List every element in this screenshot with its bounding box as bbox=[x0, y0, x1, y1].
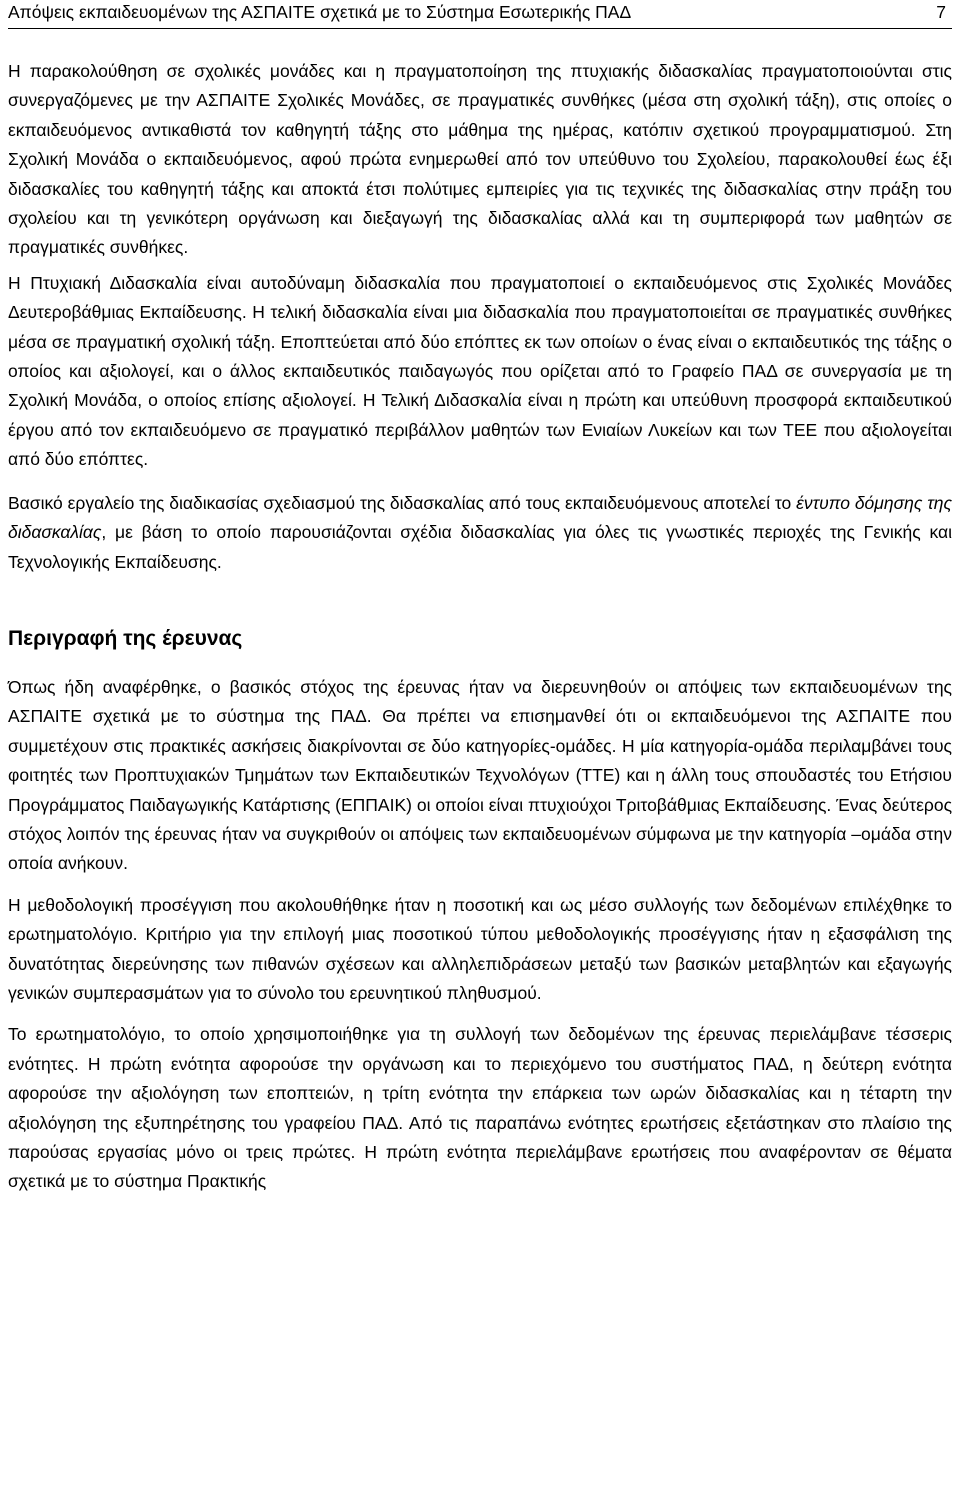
paragraph-lesson-plan-text-2: , με βάση το οποίο παρουσιάζονται σχέδια διδασκαλίας για όλες τις γνωστικές περιοχές της Γενικής και Τεχνολογικής Εκπαίδευσης. bbox=[8, 522, 952, 572]
lesson-plan-form-term: έντυπο δόμησης της διδασκαλίας bbox=[8, 492, 953, 543]
paragraph-observation: Η παρακολούθηση σε σχολικές μονάδες και η πραγματοποίηση της πτυχιακής διδασκαλίας πραγματοποιούνται στις συνεργαζόμενες με την ΑΣΠΑΙΤΕ Σχολικές Μονάδες, σε πραγματικές συνθήκες (μέσα στη σχολική τάξη), στις οποίες ο εκπαιδευόμενος αντικαθιστά τον καθηγητή τάξης στο μάθημα της ημέρας, κατόπιν σχετικού προγραμματισμού. Στη Σχολική Μονάδα ο εκπαιδευόμενος, αφού πρώτα ενημερωθεί από τον υπεύθυνο του Σχολείου, παρακολουθεί έως έξι διδασκαλίες του καθηγητή τάξης και αποκτά έτσι πολύτιμες εμπειρίες για τις τεχνικές της διδασκαλίας στην πράξη του σχολείου και τη γενικότερη οργάνωση και διεξαγωγή της διδασκαλίας αλλά και τη συμπεριφορά των μαθητών σε πραγματικές συνθήκες. bbox=[8, 61, 952, 258]
paragraph-lesson-plan bbox=[8, 489, 952, 577]
paragraph-methodology: Η μεθοδολογική προσέγγιση που ακολουθήθηκε ήταν η ποσοτική και ως μέσο συλλογής των δεδομένων επιλέχθηκε το ερωτηματολόγιο. Κριτήριο για την επιλογή μιας ποσοτικού τύπου μεθοδολογικής προσέγγισης ήταν η εξασφάλιση της δυνατότητας διερεύνησης των πιθανών σχέσεων και αλληλεπιδράσεων μεταξύ των βασικών μεταβλητών και εξαγωγής γενικών συμπερασμάτων για το σύνολο του ερευνητικού πληθυσμού. bbox=[8, 894, 952, 1003]
paragraph-final-teaching: Η Πτυχιακή Διδασκαλία είναι αυτοδύναμη διδασκαλία που πραγματοποιεί ο εκπαιδευόμενος στις Σχολικές Μονάδες Δευτεροβάθμιας Εκπαίδευσης. Η τελική διδασκαλία είναι μια διδασκαλία που πραγματοποιείται σε πραγματικές συνθήκες μέσα σε πραγματική σχολική τάξη. Εποπτεύεται από δύο επόπτες εκ των οποίων ο ένας είναι ο εκπαιδευτικός της τάξης ο οποίος και αξιολογεί, και ο άλλος εκπαιδευτικός παιδαγωγός που ορίζεται από το Γραφείο ΠΑΔ σε συνεργασία με τη Σχολική Μονάδα, ο οποίος επίσης αξιολογεί. Η Τελική Διδασκαλία είναι η πρώτη και υπεύθυνη προσφορά εκπαιδευτικού έργου από τον εκπαιδευόμενο σε πραγματικό περιβάλλον μαθητών των Ενιαίων Λυκείων και των ΤΕΕ που αξιολογείται από δύο επόπτες. bbox=[8, 272, 952, 470]
paragraph-research-aim: Όπως ήδη αναφέρθηκε, ο βασικός στόχος της έρευνας ήταν να διερευνηθούν οι απόψεις των εκπαιδευομένων της ΑΣΠΑΙΤΕ σχετικά με το σύστημα της ΠΑΔ. Θα πρέπει να επισημανθεί ότι οι εκπαιδευόμενοι της ΑΣΠΑΙΤΕ που συμμετέχουν στις πρακτικές ασκήσεις διακρίνονται σε δύο κατηγορίες-ομάδες. Η μία κατηγορία-ομάδα περιλαμβάνει τους φοιτητές των Προπτυχιακών Τμημάτων των Εκπαιδευτικών Τεχνολόγων (ΤΤΕ) και η άλλη τους σπουδαστές του Ετήσιου Προγράμματος Παιδαγωγικής Κατάρτισης (ΕΠΠΑΙΚ) οι οποίοι είναι πτυχιούχοι Τριτοβάθμιας Εκπαίδευσης. Ένας δεύτερος στόχος λοιπόν της έρευνας ήταν να συγκριθούν οι απόψεις των εκπαιδευομένων σύμφωνα με την κατηγορία –ομάδα στην οποία ανήκουν. bbox=[8, 676, 952, 874]
section-heading: Περιγραφή της έρευνας bbox=[8, 626, 243, 650]
header-title: Απόψεις εκπαιδευομένων της ΑΣΠΑΙΤΕ σχετικά με το Σύστημα Εσωτερικής ΠΑΔ bbox=[8, 2, 632, 22]
paragraph-lesson-plan-text-1: Βασικό εργαλείο της διαδικασίας σχεδιασμού της διδασκαλίας από τους εκπαιδευόμενους αποτελεί το bbox=[8, 492, 797, 513]
paragraph-questionnaire: Το ερωτηματολόγιο, το οποίο χρησιμοποιήθηκε για τη συλλογή των δεδομένων της έρευνας περιελάμβανε τέσσερις ενότητες. Η πρώτη ενότητα αφορούσε την οργάνωση και το περιεχόμενο του συστήματος ΠΑΔ, η δεύτερη ενότητα αφορούσε την αξιολόγηση των εποπτειών, η τρίτη ενότητα την επάρκεια των ωρών διδασκαλίας και η τέταρτη την αξιολόγηση της εξυπηρέτησης του γραφείου ΠΑΔ. Από τις παραπάνω ενότητες ερωτήσεις εξετάστηκαν στο πλαίσιο της παρούσας εργασίας μόνο οι τρεις πρώτες. Η πρώτη ενότητα περιελάμβανε ερωτήσεις που αναφέρονταν σε θέματα σχετικά με το σύστημα Πρακτικής bbox=[8, 1024, 952, 1192]
running-header bbox=[8, 0, 952, 29]
page-number: 7 bbox=[936, 2, 946, 22]
